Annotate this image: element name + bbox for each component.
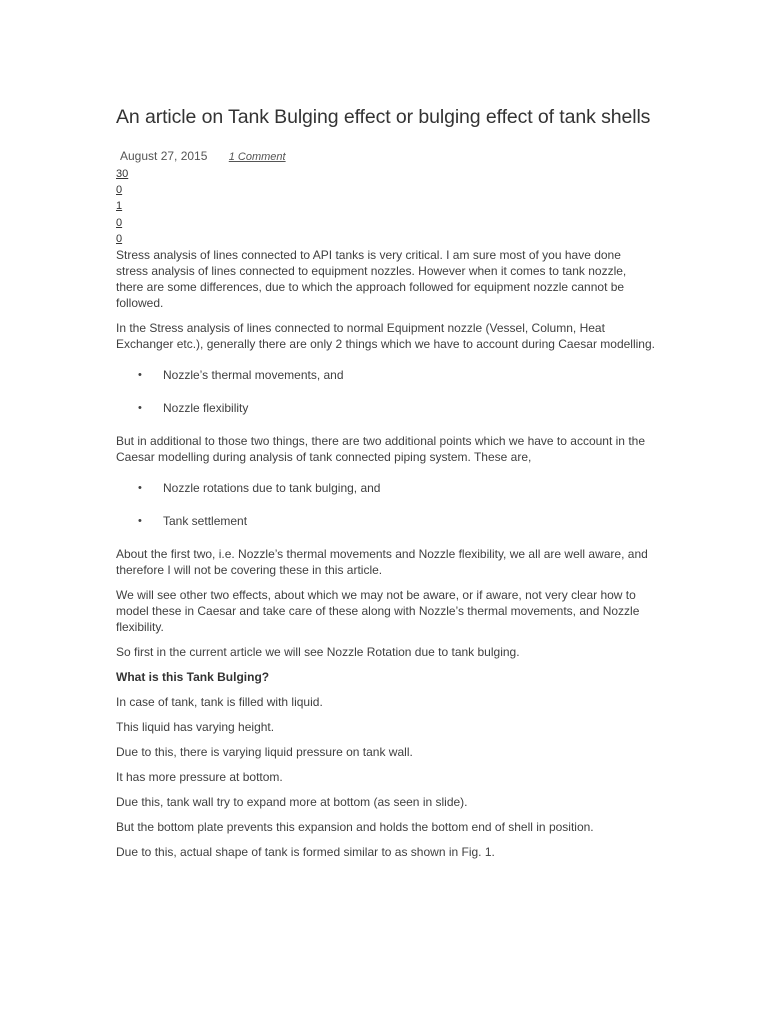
paragraph-intro: Stress analysis of lines connected to API tanks is very critical. I am sure most of you have done stress analysis of lines connected to equipment nozzles. However when it comes to tank nozzle, there are some differences, due to which the approach followed for equipment nozzle cannot be followed. <box>116 247 627 310</box>
post-date: August 27, 2015 <box>120 149 208 163</box>
list-item <box>116 400 656 416</box>
share-count[interactable]: 0 <box>116 184 123 197</box>
paragraph-equipment-nozzle: In the Stress analysis of lines connected to normal Equipment nozzle (Vessel, Column, Heat Exchanger etc.), generally there are only 2 things which we have to account during Caesar modelling. <box>116 320 655 351</box>
comments-link[interactable]: 1 Comment <box>228 151 286 163</box>
paragraph-current-article: So first in the current article we will see Nozzle Rotation due to tank bulging. <box>116 644 520 659</box>
paragraph-first-two: About the first two, i.e. Nozzle’s thermal movements and Nozzle flexibility, we all are well aware, and therefore I will not be covering these in this article. <box>116 546 648 577</box>
list-equipment-factors <box>116 367 656 416</box>
list-item-text: Nozzle flexibility <box>163 400 249 415</box>
paragraph-other-effects: We will see other two effects, about which we may not be aware, or if aware, not very clear how to model these in Caesar and take care of these along with Nozzle’s thermal movements, and Nozzle flexibility. <box>116 587 640 634</box>
article-meta <box>120 149 656 164</box>
article-container <box>116 105 656 869</box>
list-tank-factors <box>116 480 656 529</box>
paragraph-sentence: Due this, tank wall try to expand more at bottom (as seen in slide). <box>116 794 468 809</box>
paragraph-additional-points: But in additional to those two things, there are two additional points which we have to account in the Caesar modelling during analysis of tank connected piping system. These are, <box>116 433 645 464</box>
list-item <box>116 480 656 496</box>
bullet-icon: • <box>138 481 142 494</box>
list-item-text: Tank settlement <box>163 513 248 528</box>
share-count[interactable]: 0 <box>116 232 123 245</box>
bullet-icon: • <box>138 368 142 381</box>
list-item <box>116 513 656 529</box>
share-count[interactable]: 0 <box>116 216 123 229</box>
paragraph-sentence: In case of tank, tank is filled with liquid. <box>116 694 323 709</box>
bullet-icon: • <box>138 401 142 414</box>
list-item <box>116 367 656 383</box>
paragraph-sentence: But the bottom plate prevents this expansion and holds the bottom end of shell in position. <box>116 819 594 834</box>
list-item-text: Nozzle’s thermal movements, and <box>163 367 344 382</box>
list-item-text: Nozzle rotations due to tank bulging, and <box>163 480 381 495</box>
bullet-icon: • <box>138 514 142 527</box>
paragraph-sentence: Due to this, there is varying liquid pressure on tank wall. <box>116 744 413 759</box>
share-count[interactable]: 30 <box>116 168 129 180</box>
article-title: An article on Tank Bulging effect or bulging effect of tank shells <box>116 106 651 128</box>
paragraph-sentence: It has more pressure at bottom. <box>116 769 283 784</box>
section-heading: What is this Tank Bulging? <box>116 669 270 684</box>
share-count[interactable]: 1 <box>116 200 123 213</box>
paragraph-sentence: Due to this, actual shape of tank is formed similar to as shown in Fig. 1. <box>116 844 495 859</box>
paragraph-sentence: This liquid has varying height. <box>116 719 275 734</box>
share-counts <box>116 166 656 247</box>
